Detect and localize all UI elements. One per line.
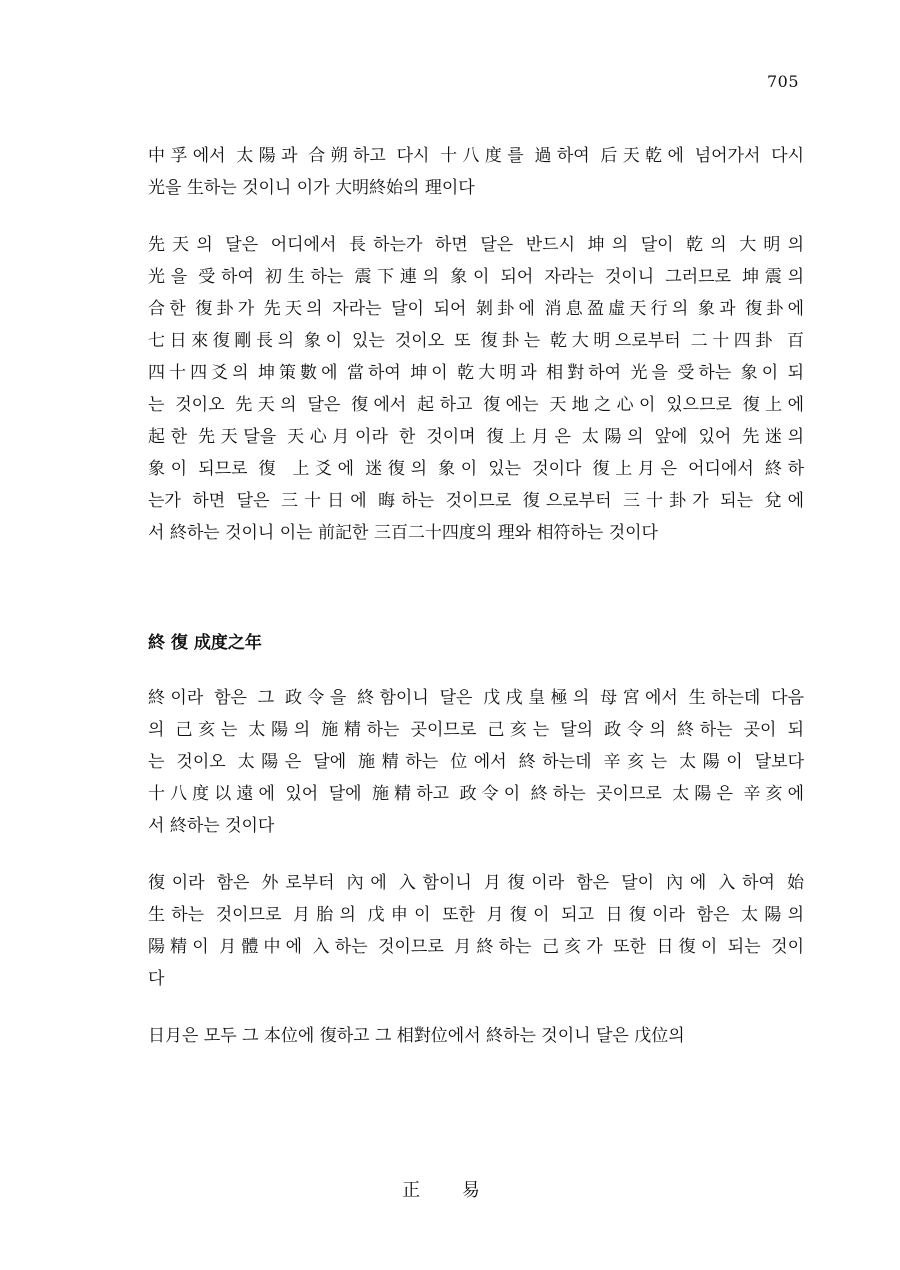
text-line: 光을 受하여 初生하는 震下連의 象이 되어 자라는 것이니 그러므로 坤震의	[148, 267, 804, 287]
text-line: 起한 先天달을 天心月이라 한 것이며 復上月은 太陽의 앞에 있어 先迷의	[148, 427, 804, 447]
text-line: 陽精이 月體中에 入하는 것이므로 月終하는 己亥가 또한 日復이 되는 것이	[148, 937, 804, 957]
text-line: 終이라 함은 그 政令을 終함이니 달은 戊戌皇極의 母宮에서 生하는데 다음	[148, 688, 804, 708]
section-heading: 終 復 成度之年	[148, 633, 262, 653]
paragraph	[148, 1020, 804, 1052]
text-line: 는 것이오 先天의 달은 復에서 起하고 復에는 天地之心이 있으므로 復上에	[148, 395, 804, 415]
text-line: 의 己亥는 太陽의 施精하는 곳이므로 己亥는 달의 政令의 終하는 곳이 되	[148, 720, 804, 740]
text-line: 合한 復卦가 先天의 자라는 달이 되어 剝卦에 消息盈虛天行의 象과 復卦에	[148, 299, 804, 319]
text-line: 光을 生하는 것이니 이가 大明終始의 理이다	[148, 178, 475, 198]
section-paragraphs	[148, 682, 804, 1052]
text-line: 서 終하는 것이니 이는 前記한 三百二十四度의 理와 相符하는 것이다	[148, 523, 658, 543]
paragraph	[148, 140, 804, 204]
text-line: 中孚에서 太陽과 合朔하고 다시 十八度를 過하여 后天乾에 넘어가서 다시	[148, 146, 804, 166]
paragraph	[148, 682, 804, 842]
text-line: 는 것이오 太陽은 달에 施精하는 位에서 終하는데 辛亥는 太陽이 달보다	[148, 752, 804, 772]
paragraph	[148, 867, 804, 995]
top-paragraphs	[148, 140, 804, 549]
text-line: 象이 되므로 復 上爻에 迷復의 象이 있는 것이다 復上月은 어디에서 終하	[148, 459, 804, 479]
text-line: 生하는 것이므로 月胎의 戊申이 또한 月復이 되고 日復이라 함은 太陽의	[148, 905, 804, 925]
footer-title: 正 易	[402, 1180, 498, 1201]
text-line: 四十四爻의 坤策數에 當하여 坤이 乾大明과 相對하여 光을 受하는 象이 되	[148, 363, 804, 383]
text-line: 서 終하는 것이다	[148, 816, 275, 836]
page-number: 705	[766, 72, 799, 91]
page-content	[148, 140, 804, 1077]
text-line: 日月은 모두 그 本位에 復하고 그 相對位에서 終하는 것이니 달은 戊位의	[148, 1026, 685, 1046]
text-line: 十八度以遠에 있어 달에 施精하고 政令이 終하는 곳이므로 太陽은 辛亥에	[148, 784, 804, 804]
text-line: 七日來復剛長의 象이 있는 것이오 또 復卦는 乾大明으로부터 二十四卦 百	[148, 331, 804, 351]
text-line: 는가 하면 달은 三十日에 晦하는 것이므로 復으로부터 三十卦가 되는 兌에	[148, 491, 804, 511]
paragraph	[148, 229, 804, 549]
text-line: 다	[148, 969, 165, 989]
text-line: 先天의 달은 어디에서 長하는가 하면 달은 반드시 坤의 달이 乾의 大明의	[148, 235, 804, 255]
text-line: 復이라 함은 外로부터 內에 入함이니 月復이라 함은 달이 內에 入하여 始	[148, 873, 804, 893]
